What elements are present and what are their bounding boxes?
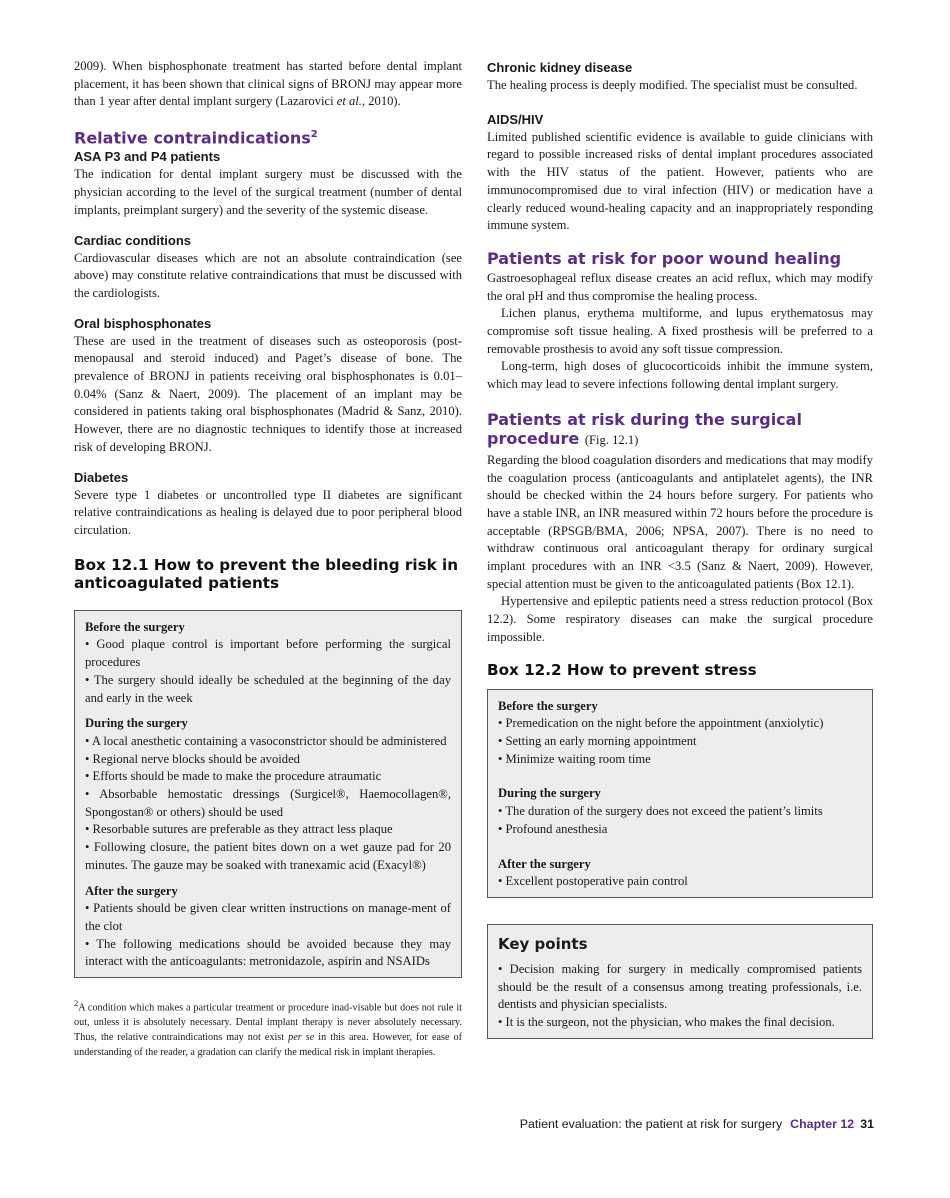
asa-heading: ASA P3 and P4 patients bbox=[74, 149, 221, 165]
list-item: • Following closure, the patient bites down on a wet gauze pad for 20 minutes. The gauze may be soaked with tranexamic acid (Exacyl®) bbox=[85, 840, 451, 872]
box-12-2 bbox=[487, 689, 873, 898]
key-points-title: Key points bbox=[498, 934, 588, 953]
list-item: • Decision making for surgery in medically compromised patients should be the result of a consensus among treating professionals, i.e. dentists and physician specialists. bbox=[498, 961, 862, 1012]
list-item: • Absorbable hemostatic dressings (Surgicel®, Haemocollagen®, Spongostan® or others) should be used bbox=[85, 787, 451, 819]
list-item: • The duration of the surgery does not exceed the patient’s limits bbox=[498, 804, 823, 819]
key-points-box bbox=[487, 924, 873, 1039]
list-item: • Premedication on the night before the appointment (anxiolytic) bbox=[498, 716, 824, 731]
list-item: • It is the surgeon, not the physician, who makes the final decision. bbox=[498, 1015, 835, 1030]
asa-text: The indication for dental implant surgery must be discussed with the physician according to the level of the surgical treatment (number of dental implants, preimplant surgery) and the severity of the systemic disease. bbox=[74, 167, 462, 217]
list-item: • Good plaque control is important before performing the surgical procedures bbox=[85, 637, 451, 670]
surgical-risk-heading: Patients at risk during the surgical procedure (Fig. 12.1) bbox=[487, 409, 802, 448]
list-item: • Regional nerve blocks should be avoided bbox=[85, 751, 300, 766]
wound-paragraph-3: Long-term, high doses of glucocorticoids inhibit the immune system, which may lead to severe infections following dental implant surgery. bbox=[487, 359, 873, 392]
box-12-1-title: Box 12.1 How to prevent the bleeding risk in anticoagulated patients bbox=[74, 555, 459, 592]
list-item: • The surgery should ideally be scheduled at the beginning of the day and early in the week bbox=[85, 672, 451, 705]
box2-during-heading: During the surgery bbox=[498, 786, 601, 801]
list-item: • Excellent postoperative pain control bbox=[498, 874, 688, 889]
wound-paragraph-1: Gastroesophageal reflux disease creates an acid reflux, which may modify the oral pH and thus compromise the healing process. bbox=[487, 270, 873, 303]
box1-before-heading: Before the surgery bbox=[85, 619, 185, 634]
surgical-paragraph-2: Hypertensive and epileptic patients need a stress reduction protocol (Box 12.2). Some respiratory diseases can make the surgical procedure impossible. bbox=[487, 594, 873, 644]
list-item: • Resorbable sutures are preferable as they attract less plaque bbox=[85, 822, 393, 837]
box-12-2-title: Box 12.2 How to prevent stress bbox=[487, 660, 757, 679]
chapter-label: Chapter 12 bbox=[790, 1117, 855, 1131]
list-item: • Setting an early morning appointment bbox=[498, 733, 697, 748]
list-item: • The following medications should be avoided because they may interact with the anticoagulants: metronidazole, aspirin and NSAIDs bbox=[85, 936, 451, 969]
diabetes-heading: Diabetes bbox=[74, 469, 129, 485]
cardiac-text: Cardiovascular diseases which are not an absolute contraindication (see above) may constitute relative contraindications that must be discussed with the cardiologists. bbox=[74, 250, 462, 300]
wound-healing-heading: Patients at risk for poor wound healing bbox=[487, 248, 842, 268]
running-title: Patient evaluation: the patient at risk for surgery bbox=[519, 1117, 783, 1131]
box2-after-heading: After the surgery bbox=[498, 856, 591, 871]
right-column bbox=[487, 58, 873, 1039]
aids-text: Limited published scientific evidence is available to guide clinicians with regard to possible increased risks of dental implant procedures associated with the HIV status of the patient. However, patients who are immunocompromised due to viral infection (HIV) or medication have a clearly reduced wound-healing capacity and an inappropriately responding immune system. bbox=[487, 129, 873, 233]
list-item: • Minimize waiting room time bbox=[498, 751, 651, 766]
cardiac-heading: Cardiac conditions bbox=[74, 232, 192, 248]
list-item: • A local anesthetic containing a vasoconstrictor should be administered bbox=[85, 733, 447, 748]
left-column bbox=[74, 58, 462, 1060]
page-number: 31 bbox=[860, 1117, 874, 1131]
footnote: $^2$A condition which makes a particular treatment or procedure inad-visable but does not rule it out, unless it is absolutely necessary. Dental implant therapy is never absolutely necessary. Thus, the relative contraindications may not exist per se in this area. However, for ease of understanding of the reader, a gradation can clarify the medical risk in implant therapies. bbox=[74, 998, 463, 1059]
page-footer bbox=[520, 1117, 874, 1131]
ckd-text: The healing process is deeply modified. The specialist must be consulted. bbox=[487, 78, 858, 92]
wound-paragraph-2: Lichen planus, erythema multiforme, and lupus erythematosus may compromise soft tissue healing. A fixed prosthesis will be preferred to a removable prosthesis to avoid any soft tissue compression. bbox=[487, 306, 873, 356]
surgical-paragraph-1: Regarding the blood coagulation disorders and medications that may modify the coagulation process (anticoagulants and antiplatelet agents), the INR should be checked within the 24 hours before surgery. For patients who have a stable INR, an INR measured within 72 hours before the procedure is acceptable (RPSGB/BMA, 2006; NPSA, 2007). There is no need to withdraw continuous oral anticoagulant therapy for ordinary surgical implant procedures with an INR <3.5 (Sanz & Naert, 2009). However, special attention must be given to the anticoagulated patients (Box 12.1). bbox=[487, 452, 873, 591]
diabetes-text: Severe type 1 diabetes or uncontrolled type II diabetes are significant relative contraindications as healing is delayed due to poor peripheral blood circulation. bbox=[74, 487, 462, 537]
box1-during-heading: During the surgery bbox=[85, 716, 188, 731]
relative-contraindications-heading: Relative contraindications$^2$ bbox=[74, 128, 318, 148]
intro-paragraph: 2009). When bisphosphonate treatment has started before dental implant placement, it has been shown that clinical signs of BRONJ may appear more than 1 year after dental implant surgery (Lazarovici et al., 2010). bbox=[74, 59, 462, 109]
list-item: • Efforts should be made to make the procedure atraumatic bbox=[85, 769, 382, 784]
box2-before-heading: Before the surgery bbox=[498, 698, 598, 713]
oral-bisphosphonates-heading: Oral bisphosphonates bbox=[74, 315, 212, 331]
aids-heading: AIDS/HIV bbox=[487, 111, 544, 127]
box1-after-heading: After the surgery bbox=[85, 883, 178, 898]
list-item: • Profound anesthesia bbox=[498, 821, 608, 836]
box-12-1 bbox=[74, 610, 462, 978]
ckd-heading: Chronic kidney disease bbox=[487, 60, 633, 75]
list-item: • Patients should be given clear written instructions on manage-ment of the clot bbox=[85, 901, 451, 933]
oral-bisphosphonates-text: These are used in the treatment of diseases such as osteoporosis (post-menopausal and steroid induced) and Paget’s disease of bone. The prevalence of BRONJ in patients receiving oral bisphosphonates is 0.01–0.04% (Sanz & Naert, 2009). The placement of an implant may be considered in patients taking oral bisphosphonates (Madrid & Sanz, 2010). However, there are no diagnostic techniques to identify those at increased risk of developing BRONJ. bbox=[74, 333, 462, 454]
